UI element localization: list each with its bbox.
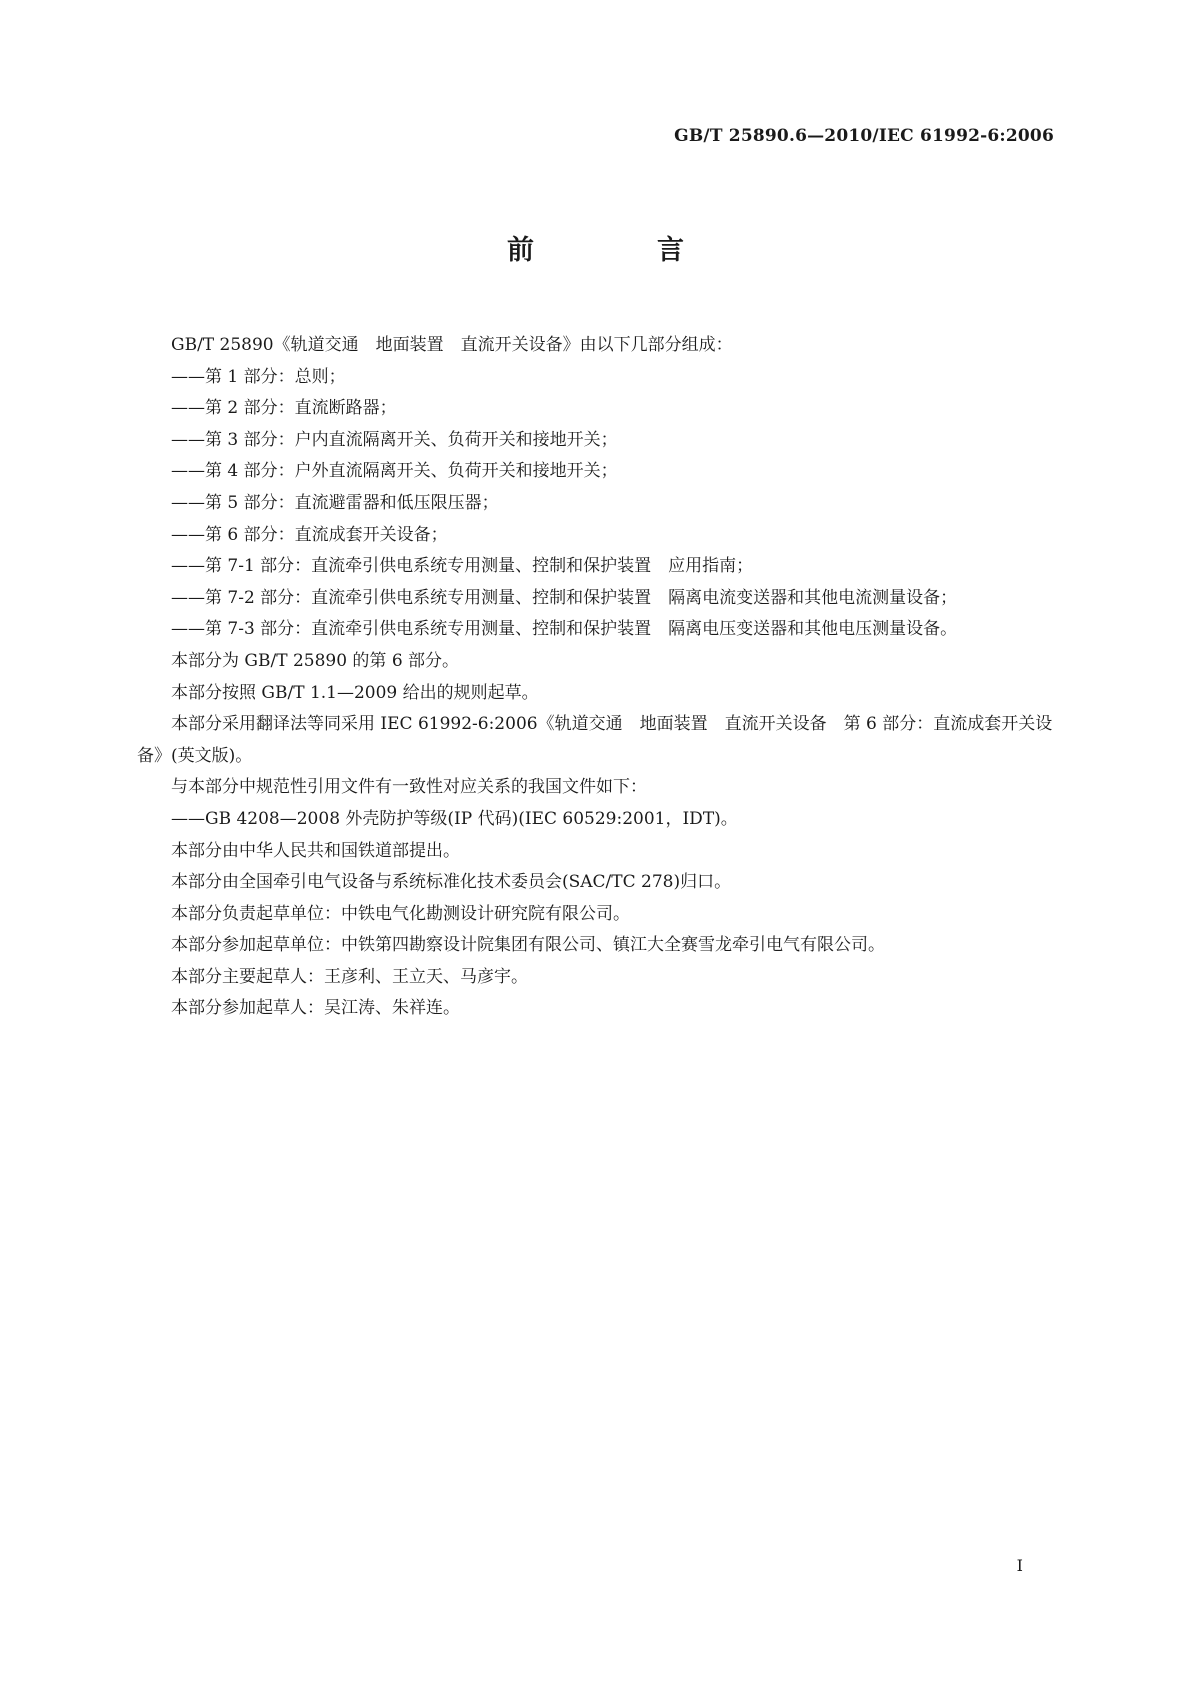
drafting-unit-statement: 本部分负责起草单位：中铁电气化勘测设计研究院有限公司。 xyxy=(171,903,630,924)
intro-paragraph: GB/T 25890《轨道交通 地面装置 直流开关设备》由以下几部分组成： xyxy=(171,335,733,355)
list-item: ——第 2 部分：直流断路器； xyxy=(171,398,397,419)
list-item: ——第 1 部分：总则； xyxy=(171,366,346,387)
main-drafters-statement: 本部分主要起草人：王彦利、王立天、马彦宇。 xyxy=(171,966,528,987)
list-item: ——第 6 部分：直流成套开关设备； xyxy=(171,524,448,545)
correspondence-intro: 与本部分中规范性引用文件有一致性对应关系的我国文件如下： xyxy=(171,777,647,798)
participating-drafters-statement: 本部分参加起草人：吴江涛、朱祥连。 xyxy=(171,998,460,1019)
correspondence-item: ——GB 4208—2008 外壳防护等级(IP 代码)(IEC 60529:2001，IDT)。 xyxy=(171,808,738,829)
adoption-statement: 本部分采用翻译法等同采用 IEC 61992-6:2006《轨道交通 地面装置 直流开关设备 第 6 部分：直流成套开关设备》(英文版)。 xyxy=(137,714,1053,766)
standard-code-header: GB/T 25890.6—2010/IEC 61992-6:2006 xyxy=(674,126,1054,146)
proposed-by-statement: 本部分由中华人民共和国铁道部提出。 xyxy=(171,840,460,861)
part-of-statement: 本部分为 GB/T 25890 的第 6 部分。 xyxy=(171,650,460,671)
list-item: ——第 4 部分：户外直流隔离开关、负荷开关和接地开关； xyxy=(171,461,618,482)
list-item: ——第 7-3 部分：直流牵引供电系统专用测量、控制和保护装置 隔离电压变送器和其他电压测量设备。 xyxy=(171,619,958,640)
list-item: ——第 5 部分：直流避雷器和低压限压器； xyxy=(171,492,499,513)
list-item: ——第 7-1 部分：直流牵引供电系统专用测量、控制和保护装置 应用指南； xyxy=(171,556,754,577)
page-title: 前 言 xyxy=(507,235,732,266)
centralized-by-statement: 本部分由全国牵引电气设备与系统标准化技术委员会(SAC/TC 278)归口。 xyxy=(171,872,732,893)
list-item: ——第 3 部分：户内直流隔离开关、负荷开关和接地开关； xyxy=(171,429,618,450)
list-item: ——第 7-2 部分：直流牵引供电系统专用测量、控制和保护装置 隔离电流变送器和其他电流测量设备； xyxy=(171,587,958,608)
foreword-body xyxy=(137,330,1054,1025)
page-number: I xyxy=(1016,1556,1023,1575)
drafting-rules-statement: 本部分按照 GB/T 1.1—2009 给出的规则起草。 xyxy=(171,682,539,703)
participating-units-statement: 本部分参加起草单位：中铁第四勘察设计院集团有限公司、镇江大全赛雪龙牵引电气有限公司。 xyxy=(171,935,885,956)
